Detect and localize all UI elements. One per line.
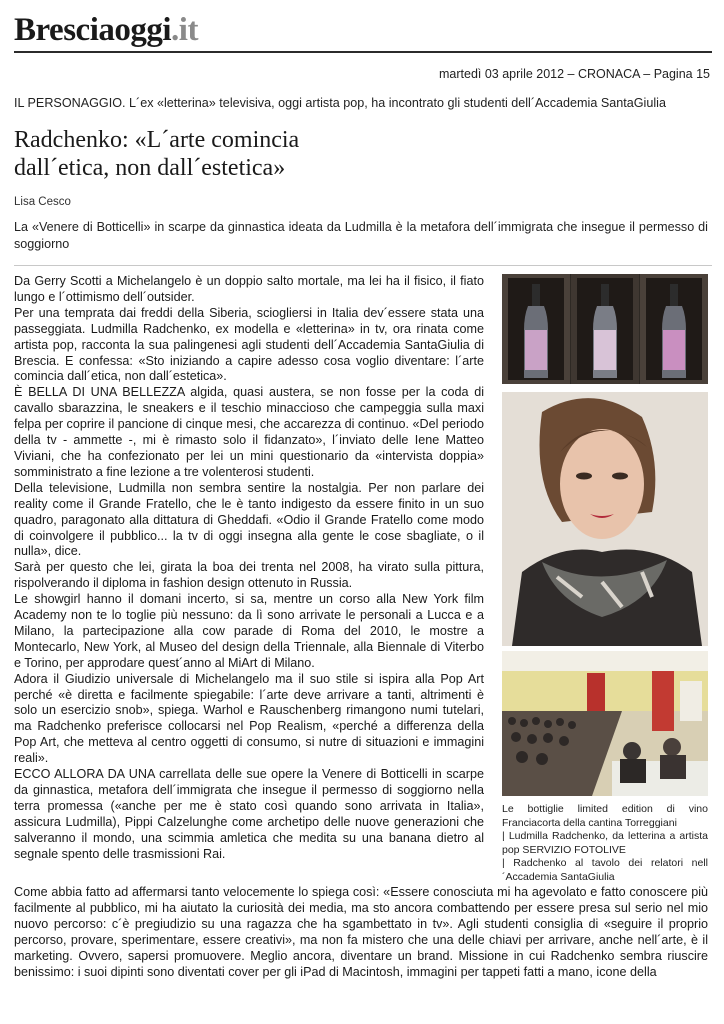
- newspaper-logo[interactable]: [14, 10, 712, 50]
- article-kicker: IL PERSONAGGIO. L´ex «letterina» televisiva, oggi artista pop, ha incontrato gli studenti dell´Accademia SantaGiulia: [14, 96, 666, 110]
- title-line-1: Radchenko: «L´arte comincia: [14, 127, 300, 153]
- article-body-full-width: [14, 885, 708, 980]
- title-line-2: dall´etica, non dall´estetica»: [14, 155, 286, 181]
- masthead: [14, 10, 712, 50]
- body-paragraph: Come abbia fatto ad affermarsi tanto velocemente lo spiega così: «Essere conosciuta mi ha agevolato e fatto conoscere più facilmente al pubblico, mi ha aiutato la curiosità dei media, ma sto ancora combattendo per essere presa sul serio nel mio nuovo percorso: c´è pregiudizio su una ragazza che ha sgambettato in tv». Agli studenti consiglia di «seguire il proprio percorso, provare, sperimentare, essere creativi», ma non fa mistero che una delle chiavi per arrivare, anche nell´arte, è il marketing. Ovvero, sapersi promuovere. Meglio ancora, diventare un brand. Missione in cui Radchenko sembra riuscire benissimo: i suoi dipinti sono diventati cover per gli iPad di Macintosh, immagini per tappeti fatti a mano, icone della: [14, 885, 708, 979]
- masthead-rule: [14, 51, 712, 53]
- summary-divider: [14, 265, 712, 266]
- caption-bottles: Le bottiglie limited edition di vino Franciacorta della cantina Torreggiani: [502, 803, 708, 829]
- body-paragraph: Adora il Giudizio universale di Michelangelo ma il suo stile si ispira alla Pop Art perché «è diretta e facilmente spiegabile: l´arte deve arrivare a tanti, altrimenti è solo un esercizio snob», spiega. Warhol e Rauschenberg rimangono numi tutelari, ma Radchenko preferisce collocarsi nel Pop Realism, «perché a differenza della Pop Art, che metteva al centro oggetti di consumo, si nutre di situazioni e immagini reali».: [14, 671, 484, 766]
- article-author: Lisa Cesco: [14, 196, 71, 208]
- dateline: martedì 03 aprile 2012 – CRONACA – Pagina 15: [439, 67, 710, 81]
- body-paragraph: Le showgirl hanno il domani incerto, si sa, mentre un corso alla New York film Academy non te lo toglie più nessuno: da lì sono arrivate le personali a Lucca e a Milano, la partecipazione alla cow parade di Roma del 2010, le mostre a Montecarlo, New York, al Museo del design della Triennale, alla Biennale di Viterbo e Torino, per approdare quest´anno al MiArt di Milano.: [14, 592, 484, 670]
- logo-main: Bresciaoggi: [14, 12, 172, 48]
- body-paragraph: Da Gerry Scotti a Michelangelo è un doppio salto mortale, ma lei ha il fisico, il fiato lungo e l´ottimismo dell´outsider.: [14, 274, 484, 304]
- conference-photo: [502, 651, 708, 796]
- portrait-illustration: [502, 392, 708, 646]
- body-paragraph: ECCO ALLORA DA UNA carrellata delle sue opere la Venere di Botticelli in scarpe da ginnastica, metafora dell´immigrata che insegue il permesso di soggiorno nella terra promessa («anche per me è stato così quando sono arrivata in Italia», assicura Ludmilla), Pippi Calzelunghe come archetipo delle nuove generazioni che salveranno il mondo, una scimmia amletica che medita su una banana dietro al segnale spento delle trasmissioni Rai.: [14, 767, 484, 861]
- conference-illustration: [502, 651, 708, 796]
- photo-captions: [502, 803, 708, 885]
- body-paragraph: Sarà per questo che lei, girata la boa dei trenta nel 2008, ha virato sulla pittura, rispolverando il diploma in fashion design ottenuto in Russia.: [14, 560, 484, 591]
- article-title: [14, 126, 614, 182]
- body-paragraph: Della televisione, Ludmilla non sembra sentire la nostalgia. Per non parlare dei reality come il Grande Fratello, che le è tanto indigesto da essere finito in un suo quadro, paragonato alla dittatura di Gheddafi. «Odio il Grande Fratello come modo di coinvolgere il pubblico... la tv di oggi insegna alla gente le cose sbagliate, o il nulla», dice.: [14, 480, 484, 559]
- article-body-column: [14, 274, 484, 863]
- body-paragraph: È BELLA DI UNA BELLEZZA algida, quasi austera, se non fosse per la coda di cavallo sbarazzina, le sneakers e il teschio minaccioso che campeggia sulla maxi felpa per coprire il pancione di cinque mesi, che accarezza di continuo. «Del periodo della tv - ammette -, mi è rimasto solo il fidanzato», l´inviato delle Iene Matteo Viviani, che ha confezionato per lei un mini questionario da «intervista doppia» somministrato a fine lezione a tre volenterosi studenti.: [14, 385, 484, 479]
- body-paragraph: Per una temprata dai freddi della Siberia, sciogliersi in Italia dev´essere stata una passeggiata. Ludmilla Radchenko, ex modella e «letterina» in tv, ora rinata come artista pop, racconta la sua palingenesi agli studenti dell´Accademia SantaGiulia di Brescia. E confessa: «Sto iniziando a capire adesso cosa voglio diventare: l´arte comincia dall´etica, non dall´estetica».: [14, 305, 484, 384]
- wine-bottles-illustration: [502, 274, 708, 384]
- caption-portrait: | Ludmilla Radchenko, da letterina a artista pop SERVIZIO FOTOLIVE: [502, 830, 708, 856]
- wine-bottles-photo: [502, 274, 708, 384]
- article-summary: La «Venere di Botticelli» in scarpe da ginnastica ideata da Ludmilla è la metafora dell´immigrata che insegue il permesso di soggiorno: [14, 220, 708, 251]
- caption-conference: | Radchenko al tavolo dei relatori nell´Accademia SantaGiulia: [502, 857, 708, 883]
- portrait-photo: [502, 392, 708, 646]
- logo-suffix: .it: [171, 12, 198, 48]
